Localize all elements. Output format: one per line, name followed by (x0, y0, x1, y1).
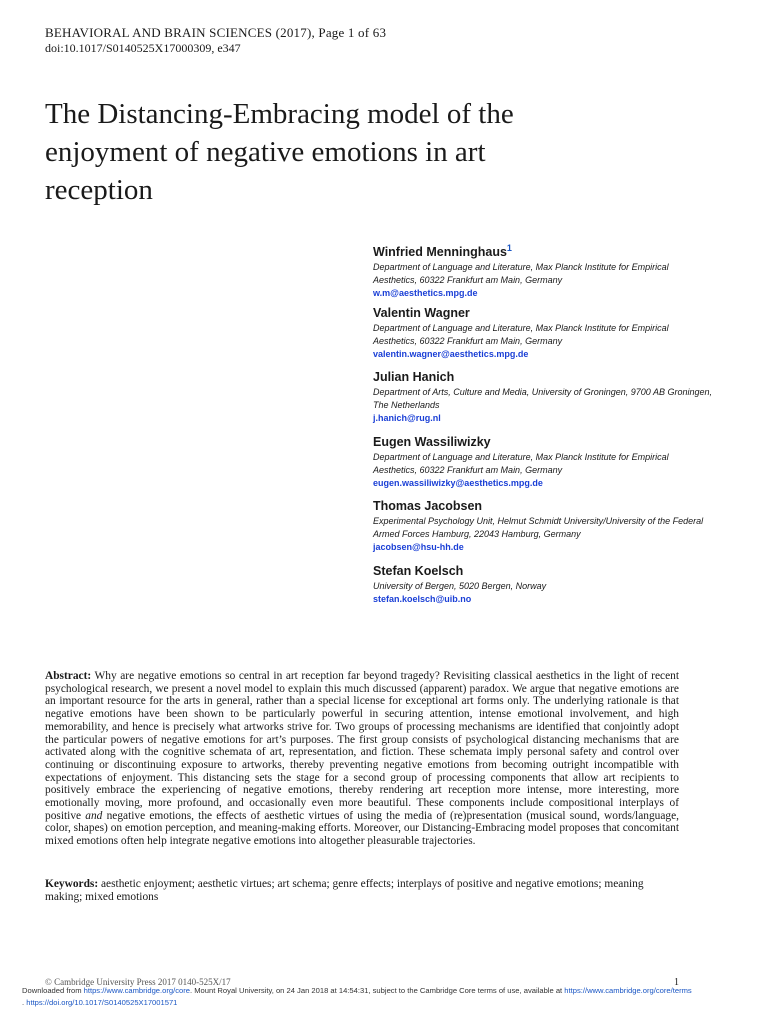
page-number: 1 (674, 977, 679, 988)
author-name: Thomas Jacobsen (373, 499, 483, 513)
cambridge-core-link[interactable]: https://www.cambridge.org/core (83, 986, 190, 995)
author-name: Winfried Menninghaus (373, 245, 507, 260)
author-email-link[interactable]: eugen.wassiliwizky@aesthetics.mpg.de (373, 477, 543, 488)
author-name: Julian Hanich (373, 370, 455, 384)
keywords-text: aesthetic enjoyment; aesthetic virtues; art schema; genre effects; interplays of positive and negative emotions; meaning making; mixed emotions (45, 878, 644, 903)
copyright-line: © Cambridge University Press 2017 0140-525X/17 (45, 977, 231, 987)
keywords (45, 878, 679, 903)
author-email-link[interactable]: jacobsen@hsu-hh.de (373, 542, 464, 552)
abstract-italic-word: and (85, 809, 103, 822)
author-name: Valentin Wagner (373, 305, 470, 320)
author-email-link[interactable]: w.m@aesthetics.mpg.de (373, 288, 478, 299)
abstract-label: Abstract: (45, 670, 92, 682)
author-affiliation: Department of Language and Literature, Max Planck Institute for Empirical Aesthetics, 60322 Frankfurt am Main, Germany (373, 451, 669, 475)
terms-link[interactable]: https://www.cambridge.org/core/terms (564, 986, 692, 995)
doi-line: doi:10.1017/S0140525X17000309, e347 (45, 41, 241, 55)
download-notice: Downloaded from https://www.cambridge.org/core. Mount Royal University, on 24 Jan 2018 at 14:54:31, subject to the Cambridge Core terms of use, available at https://www.cambridge.org/core/terms . https://doi.org/10.1017/S0140525X17001571 (22, 986, 692, 1007)
author-block (373, 499, 713, 564)
author-email-link[interactable]: j.hanich@rug.nl (373, 413, 441, 423)
author-block (373, 306, 713, 371)
abstract-text-continued: negative emotions, the effects of aesthetic virtues of using the media of (re)presentation (musical sound, words/language, color, shapes) on emotion perception, and meaning-making efforts. Moreover, our Distancing-Embracing model proposes that concomitant mixed emotions often help integrate negative emotions into altogether pleasurable trajectories. (45, 809, 679, 848)
author-affiliation: Department of Arts, Culture and Media, University of Groningen, 9700 AB Groningen, The Netherlands (373, 387, 713, 410)
author-list (373, 241, 713, 628)
author-affiliation: Department of Language and Literature, Max Planck Institute for Empirical Aesthetics, 60322 Frankfurt am Main, Germany (373, 322, 669, 346)
paper-title: The Distancing-Embracing model of the enjoyment of negative emotions in art reception (45, 98, 514, 206)
author-block (373, 241, 713, 306)
author-affiliation: University of Bergen, 5020 Bergen, Norway (373, 580, 547, 591)
abstract (45, 670, 679, 848)
author-block (373, 370, 713, 435)
author-affiliation: Department of Language and Literature, Max Planck Institute for Empirical Aesthetics, 60322 Frankfurt am Main, Germany (373, 262, 669, 286)
author-footnote-marker[interactable]: 1 (506, 243, 512, 253)
journal-header: BEHAVIORAL AND BRAIN SCIENCES (2017), Page 1 of 63 (45, 25, 387, 40)
author-email-link[interactable]: valentin.wagner@aesthetics.mpg.de (373, 348, 529, 359)
author-name: Stefan Koelsch (373, 563, 464, 578)
author-name: Eugen Wassiliwizky (373, 434, 491, 449)
author-block (373, 435, 713, 500)
abstract-text: Why are negative emotions so central in art reception far beyond tragedy? Revisiting classical aesthetics in the light of recent psychological research, we present a novel model to explain this much discussed (apparent) paradox. We argue that negative emotions are an important resource for the arts in general, rather than a special license for exceptional art forms only. The underlying rationale is that negative emotions have been shown to be particularly powerful in securing attention, intense emotional involvement, and high memorability, and hence is precisely what artworks strive for. Two groups of processing mechanisms are identified that conjointly adopt the particular powers of negative emotions for art’s purposes. The first group consists of psychological distancing mechanisms that are activated along with the cognitive schemata of art, representation, and fiction. These schemata imply personal safety and control over continuing or discontinuing exposure to artworks, thereby preventing negative emotions from becoming outright incompatible with expectations of enjoyment. This distancing sets the stage for a second group of processing components that allow art recipients to positively embrace the experiencing of negative emotions, thereby rendering art reception more intense, more interesting, more emotionally moving, more profound, and occasionally even more beautiful. These components include compositional interplays of positive (45, 670, 679, 822)
author-affiliation: Experimental Psychology Unit, Helmut Schmidt University/University of the Federal Armed Forces Hamburg, 22043 Hamburg, Germany (373, 516, 704, 539)
doi-link[interactable]: https://doi.org/10.1017/S0140525X17001571 (26, 998, 178, 1007)
author-email-link[interactable]: stefan.koelsch@uib.no (373, 593, 472, 604)
keywords-label: Keywords: (45, 878, 99, 890)
author-block (373, 564, 713, 629)
